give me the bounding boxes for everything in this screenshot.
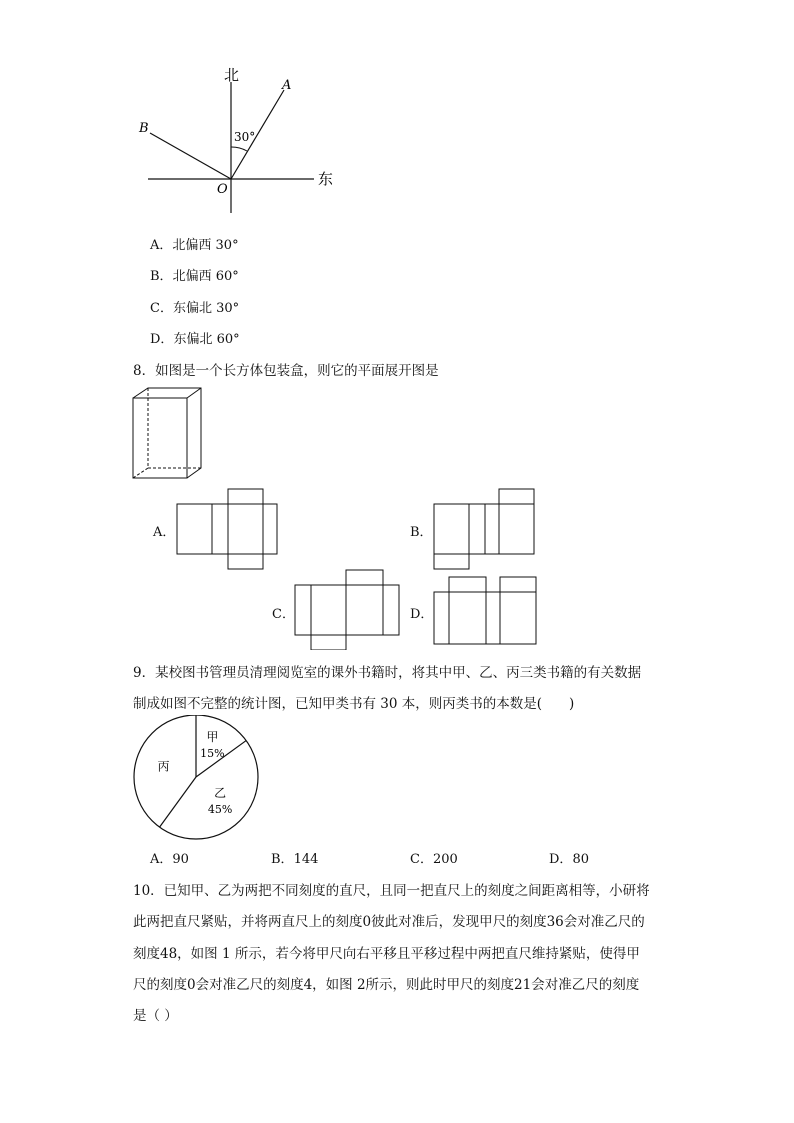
pie-slice-label: 丙 [157, 759, 170, 774]
q10-line: 此两把直尺紧贴，并将两直尺上的刻度0彼此对准后，发现甲尺的刻度36会对准乙尺的 [133, 914, 645, 930]
q8-stem: 8．如图是一个长方体包装盒，则它的平面展开图是 [133, 363, 439, 379]
q7-option-a[interactable]: A．北偏西 30° [150, 238, 239, 253]
q7-option-b[interactable]: B．北偏西 60° [150, 269, 239, 284]
compass-figure [0, 0, 794, 230]
q8-option-a[interactable]: A． [153, 525, 176, 540]
angle-arc [231, 147, 247, 151]
q10-line: 10．已知甲、乙为两把不同刻度的直尺，且同一把直尺上的刻度之间距离相等，小研将 [133, 883, 650, 899]
pie-chart [0, 715, 300, 845]
q10-line: 是（ ） [133, 1008, 178, 1024]
q8-option-d[interactable]: D． [410, 607, 434, 622]
point-b-label: B [139, 121, 149, 136]
q9-stem-line2: 制成如图不完整的统计图，已知甲类书有 30 本，则丙类书的本数是( ) [133, 696, 575, 712]
pie-slice-label: 甲 [206, 729, 219, 744]
cuboid-figure [133, 388, 201, 478]
origin-label: O [217, 182, 228, 197]
q9-option-a[interactable]: A．90 [150, 852, 189, 867]
pie-slice-value: 45% [207, 803, 233, 817]
q8-figures [0, 380, 794, 650]
q9-option-b[interactable]: B．144 [271, 852, 319, 867]
q7-option-c[interactable]: C．东偏北 30° [150, 301, 240, 316]
net-b [434, 489, 534, 569]
point-a-label: A [282, 78, 292, 93]
q9-option-c[interactable]: C．200 [410, 852, 458, 867]
q10-line: 尺的刻度0会对准乙尺的刻度4，如图 2所示，则此时甲尺的刻度21会对准乙尺的刻度 [133, 977, 640, 993]
q10-line: 刻度48，如图 1 所示，若今将甲尺向右平移且平移过程中两把直尺维持紧贴，使得甲 [133, 946, 640, 962]
east-label: 东 [318, 170, 334, 188]
net-c [295, 570, 399, 650]
q7-option-d[interactable]: D．东偏北 60° [150, 332, 240, 347]
q8-option-b[interactable]: B． [410, 525, 433, 540]
q9-option-d[interactable]: D．80 [549, 852, 589, 867]
pie-slice-value: 15% [200, 746, 225, 760]
q8-option-c[interactable]: C． [272, 607, 295, 622]
q9-stem-line1: 9．某校图书管理员清理阅览室的课外书籍时，将其中甲、乙、丙三类书籍的有关数据 [133, 665, 642, 681]
ray-ob [150, 133, 231, 179]
pie-slice-boundary [160, 777, 196, 827]
net-d [434, 577, 536, 644]
net-a [177, 489, 277, 569]
north-label: 北 [224, 66, 240, 84]
pie-slice-label: 乙 [214, 786, 227, 801]
angle-label: 30° [234, 130, 256, 144]
